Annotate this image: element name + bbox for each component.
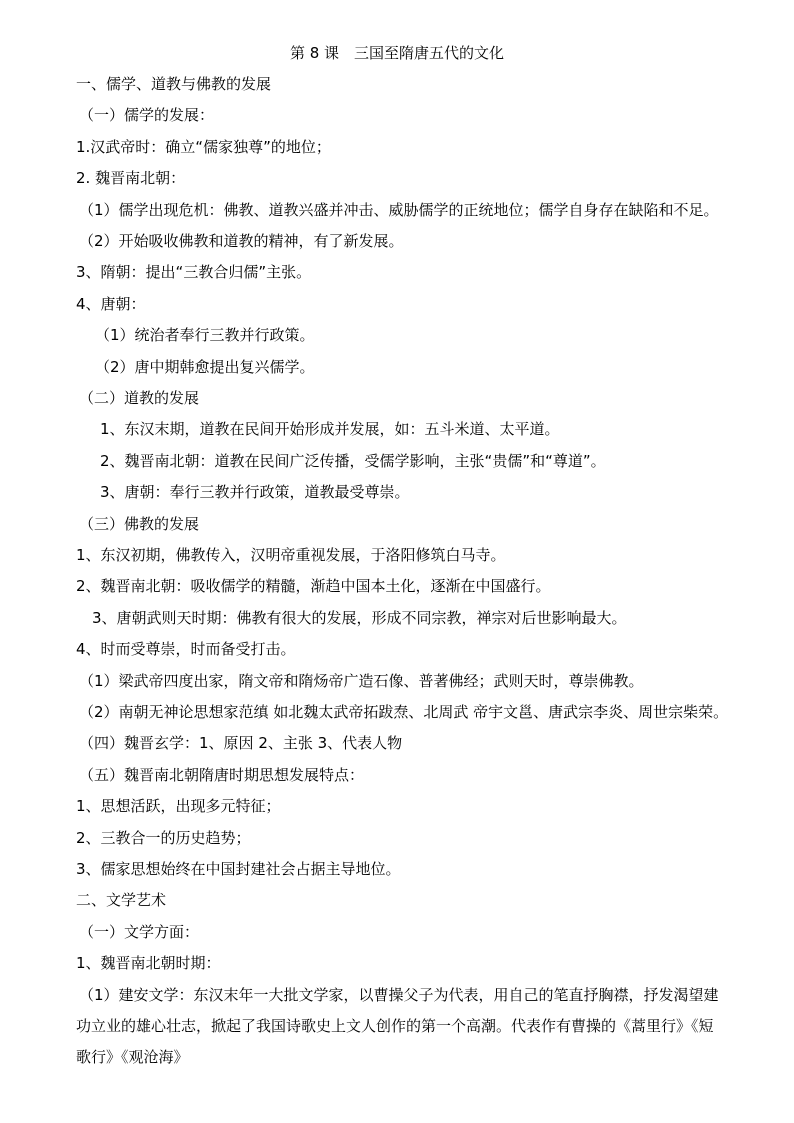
text-line: 3、儒家思想始终在中国封建社会占据主导地位。 [76,860,401,878]
text-line: 2、魏晋南北朝：吸收儒学的精髓，渐趋中国本土化，逐渐在中国盛行。 [76,577,551,595]
text-line: 4、唐朝： [76,295,146,313]
text-line: 2、魏晋南北朝：道教在民间广泛传播，受儒学影响，主张“贵儒”和“尊道”。 [100,452,606,470]
text-line: （二）道教的发展 [79,389,200,407]
text-line: （2）开始吸收佛教和道教的精神，有了新发展。 [79,232,404,250]
text-line: （一）文学方面： [79,923,200,941]
text-line: 1.汉武帝时：确立“儒家独尊”的地位； [76,138,331,156]
text-line: 1、东汉末期，道教在民间开始形成并发展，如：五斗米道、太平道。 [100,420,560,438]
text-line: （1）统治者奉行三教并行政策。 [95,326,315,344]
text-line: （2）南朝无神论思想家范缜 如北魏太武帝拓跋焘、北周武 帝宇文邕、唐武宗李炎、周世宗柴荣。 [79,703,729,721]
text-line: 1、魏晋南北朝时期： [76,954,221,972]
text-line: （1）建安文学：东汉末年一大批文学家，以曹操父子为代表，用自己的笔直抒胸襟，抒发渴望建 [79,986,719,1004]
text-line: 歌行》《观沧海》 [76,1048,189,1066]
text-line: （2）唐中期韩愈提出复兴儒学。 [95,358,315,376]
text-line: （1）儒学出现危机：佛教、道教兴盛并冲击、威胁儒学的正统地位；儒学自身存在缺陷和不足。 [79,201,719,219]
text-line: （1）梁武帝四度出家，隋文帝和隋炀帝广造石像、普著佛经；武则天时，尊崇佛教。 [79,672,644,690]
text-line: （五）魏晋南北朝隋唐时期思想发展特点： [79,766,365,784]
text-line: 3、唐朝：奉行三教并行政策，道教最受尊崇。 [100,483,410,501]
text-line: 3、唐朝武则天时期：佛教有很大的发展，形成不同宗教，禅宗对后世影响最大。 [92,609,627,627]
page-title: 第 8 课 三国至隋唐五代的文化 [289,44,505,62]
text-line: 二、文学艺术 [76,891,167,909]
text-line: 4、时而受尊崇，时而备受打击。 [76,640,296,658]
text-line: 1、思想活跃，出现多元特征； [76,797,281,815]
text-line: 功立业的雄心壮志，掀起了我国诗歌史上文人创作的第一个高潮。代表作有曹操的《蒿里行》《短 [76,1017,714,1035]
text-line: 一、儒学、道教与佛教的发展 [76,75,272,93]
text-line: 2、三教合一的历史趋势； [76,829,251,847]
text-line: 1、东汉初期，佛教传入，汉明帝重视发展，于洛阳修筑白马寺。 [76,546,506,564]
text-line: 3、隋朝：提出“三教合归儒”主张。 [76,263,312,281]
text-line: （三）佛教的发展 [79,515,200,533]
text-line: （四）魏晋玄学：1、原因 2、主张 3、代表人物 [79,734,403,752]
text-line: （一）儒学的发展： [79,106,215,124]
text-line: 2. 魏晋南北朝： [76,169,186,187]
